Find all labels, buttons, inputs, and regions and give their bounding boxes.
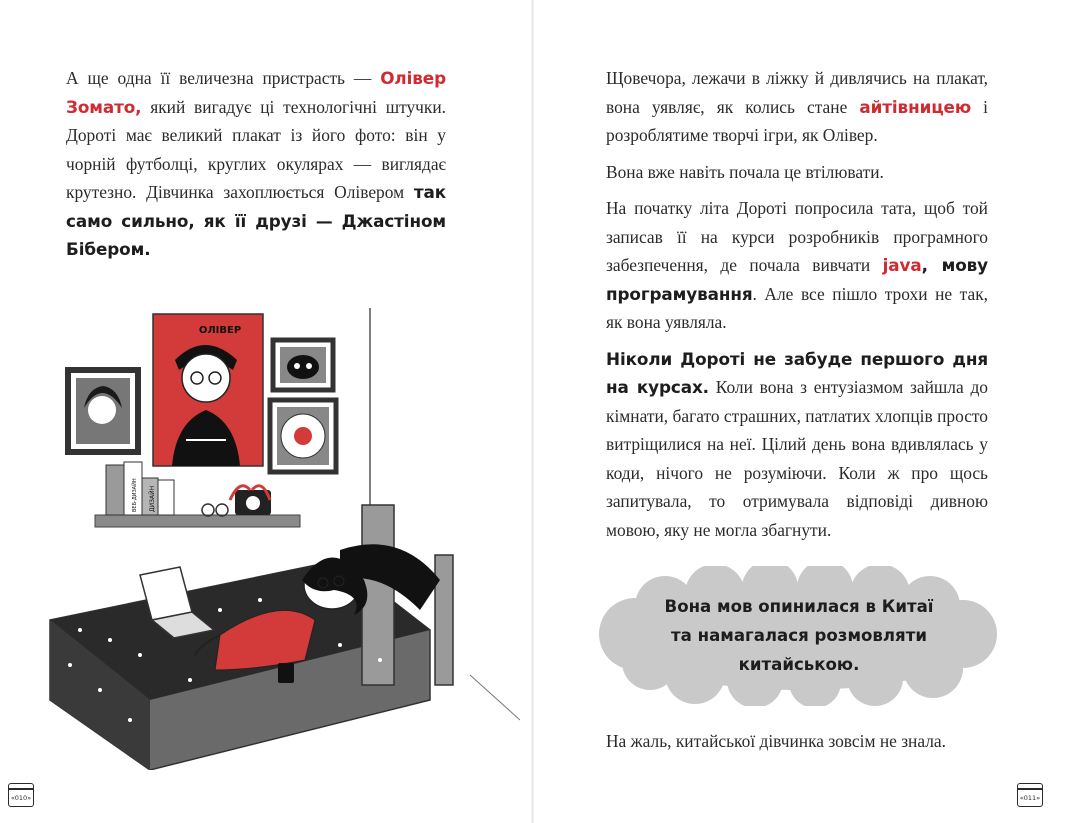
cat-frame <box>273 340 333 390</box>
bedroom-illustration <box>40 300 520 770</box>
left-text-bold: так само сильно, як її друзі — Джастіном Бібером. <box>66 182 446 259</box>
oliver-name-highlight: Олівер Зомато, <box>66 68 446 117</box>
final-sentence: На жаль, китайської дівчинка зовсім не знала. <box>606 731 946 751</box>
p3-bold: , мову програмування <box>606 255 988 304</box>
page-number-right: «011» <box>1017 783 1043 807</box>
p4-bold: Ніколи Дороті не забуде першого дня на курсах. <box>606 348 988 397</box>
phone <box>278 663 294 683</box>
right-paragraph-3 <box>606 194 988 337</box>
flower-frame <box>270 400 336 472</box>
p1-part1: Щовечора, лежачи в ліжку й дивлячись на плакат, вона уявляє, як колись стане <box>606 68 988 117</box>
right-paragraph-2: Вона вже навіть почала це втілювати. <box>606 161 884 182</box>
p4-part2: Коли вона з ентузіазмом зайшла до кімнати, багато страшних, патлатих хлопців просто витріщилися на неї. Цілий день вона вдивлялась у коди, нічого не розуміючи. Коли ж про щось запитувала, то отримувала відповіді дивною мовою, яку не могла збагнути. <box>606 377 988 540</box>
thought-cloud <box>595 566 1003 706</box>
girl-portrait-frame <box>68 370 138 452</box>
oliver-poster <box>153 314 263 466</box>
aitivnytsia-highlight: айтівницею <box>859 96 972 117</box>
camera <box>230 486 271 515</box>
book-title-2: ВЕБ-ДИЗАЙН <box>132 478 138 512</box>
left-page <box>0 0 532 823</box>
book-title-1: ДИЗАЙН <box>149 485 156 512</box>
cloud-text <box>595 592 1003 679</box>
cloud-line-2: та намагалася розмовляти <box>671 626 927 645</box>
cloud-line-1: Вона мов опинилася в Китаї <box>664 597 934 616</box>
right-paragraph-4 <box>606 345 988 545</box>
right-paragraph-1 <box>606 64 988 150</box>
right-text-block <box>606 64 988 552</box>
left-paragraph <box>66 64 446 264</box>
cloud-line-3: китайською. <box>738 655 860 674</box>
books <box>106 462 174 515</box>
page-number-left: «010» <box>8 783 34 807</box>
p1-part2: і розроблятиме творчі ігри, як Олівер. <box>606 96 988 145</box>
p3-part1: На початку літа Дороті попросила тата, щоб той записав її на курси розробників програмного забезпечення, де почала вивчати <box>606 198 988 275</box>
left-text-part1: А ще одна її величезна пристрасть — <box>66 68 381 88</box>
left-text-part2: який вигадує ці технологічні штучки. Дороті має великий плакат із його фото: він у чорній футболці, круглих окулярах — виглядає крутезно. Дівчинка захоплюється Олівером <box>66 96 446 202</box>
p3-part2: . Але все пішло трохи не так, як вона уявляла. <box>606 283 988 332</box>
right-page <box>533 0 1065 823</box>
java-highlight: java <box>882 255 922 275</box>
poster-label: ОЛІВЕР <box>198 325 242 336</box>
